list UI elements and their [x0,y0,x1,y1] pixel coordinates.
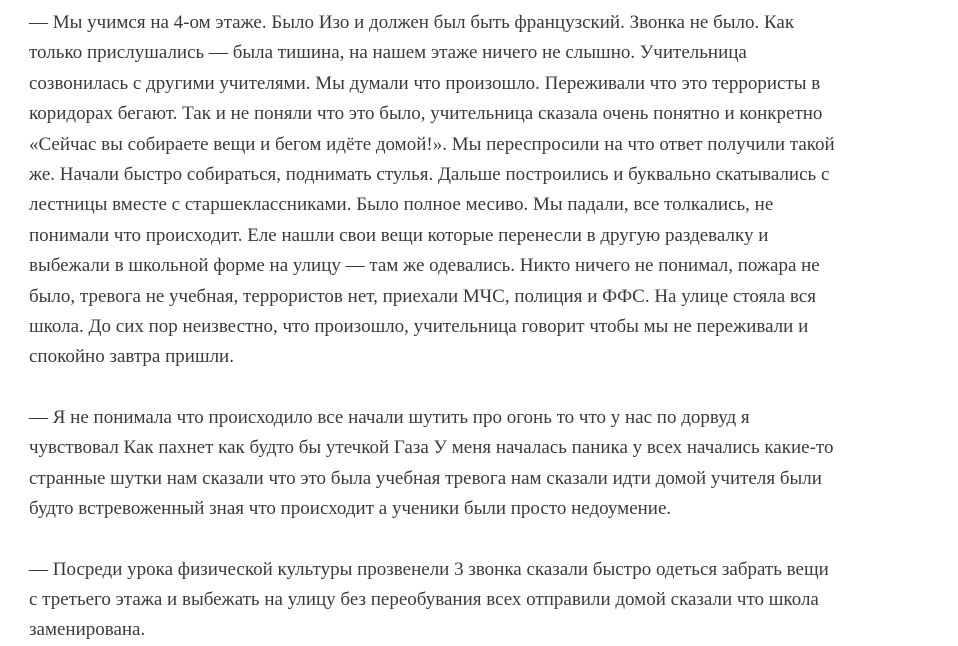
text-line: будто встревоженный зная что происходит а ученики были просто недоумение. [29,498,672,520]
text-line: школа. До сих пор неизвестно, что произошло, учительница говорит чтобы мы не переживали и [29,316,809,338]
text-line: заменирована. [29,619,146,641]
text-line: «Сейчас вы собираете вещи и бегом идёте домой!». Мы переспросили на что ответ получили такой [29,133,835,155]
text-line: коридорах бегают. Так и не поняли что это было, учительница сказала очень понятно и конкретно [29,103,823,125]
paragraph-3 [29,555,939,646]
text-line: только прислушались — была тишина, на нашем этаже ничего не слышно. Учительница [29,42,747,64]
text-line: было, тревога не учебная, террористов нет, приехали МЧС, полиция и ФФС. На улице стояла вся [29,285,816,307]
text-line: понимали что происходит. Еле нашли свои вещи которые перенесли в другую раздевалку и [29,224,769,246]
article-body [29,8,939,646]
text-line: — Я не понимала что происходило все начали шутить про огонь то что у нас по дорвуд я [29,406,750,428]
text-line: же. Начали быстро собираться, поднимать стулья. Дальше построились и буквально скатывались с [29,164,830,186]
text-line: с третьего этажа и выбежать на улицу без переобувания всех отправили домой сказали что школа [29,588,819,610]
text-line: лестницы вместе с старшеклассниками. Было полное месиво. Мы падали, все толкались, не [29,194,774,216]
paragraph-2 [29,403,939,525]
text-line: — Посреди урока физической культуры прозвенели 3 звонка сказали быстро одеться забрать вещи [29,558,829,580]
text-line: спокойно завтра пришли. [29,346,234,368]
text-line: — Мы учимся на 4-ом этаже. Было Изо и должен был быть французский. Звонка не было. Как [29,12,795,33]
text-line: созвонилась с другими учителями. Мы думали что произошло. Переживали что это террористы в [29,72,821,94]
paragraph-1 [29,8,939,373]
text-line: чувствовал Как пахнет как будто бы утечкой Газа У меня началась паника у всех начались какие-то [29,437,834,459]
text-line: странные шутки нам сказали что это была учебная тревога нам сказали идти домой учителя были [29,467,822,489]
text-line: выбежали в школьной форме на улицу — там же одевались. Никто ничего не понимал, пожара не [29,255,820,277]
